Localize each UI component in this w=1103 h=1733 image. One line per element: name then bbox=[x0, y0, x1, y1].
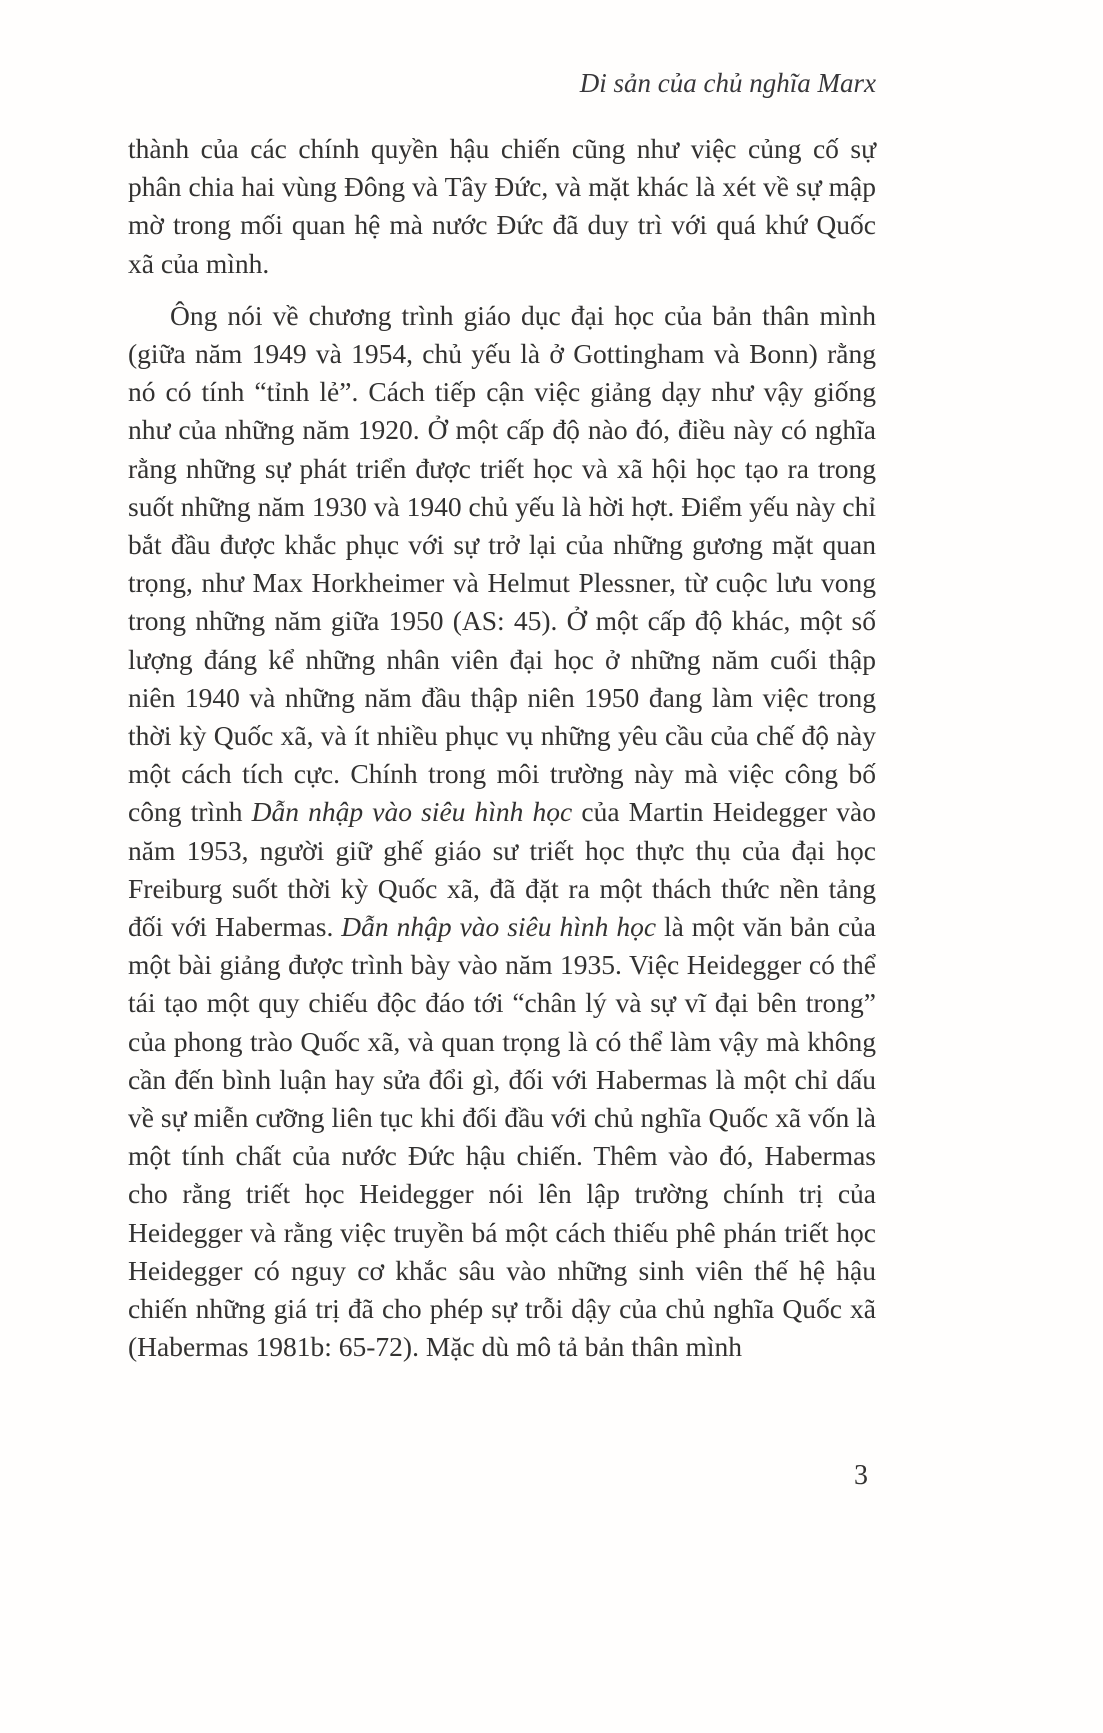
text-run: của Martin Heidegger vào năm 1953, người giữ ghế giáo sư triết học thực thụ của đại học Freiburg suốt thời kỳ Quốc xã, đã đặt ra một thách thức nền tảng đối với Habermas. bbox=[128, 796, 876, 943]
running-header bbox=[128, 66, 876, 100]
text-run: Ông nói về chương trình giáo dục đại học của bản thân mình (giữa năm 1949 và 1954, chủ yếu là ở Gottingham và Bonn) rằng nó có tính “tỉnh lẻ”. Cách tiếp cận việc giảng dạy như vậy giống như của những năm 1920. Ở một cấp độ nào đó, điều này có nghĩa rằng những sự phát triển được triết học và xã hội học tạo ra trong suốt những năm 1930 và 1940 chủ yếu là hời hợt. Điểm yếu này chỉ bắt đầu được khắc phục với sự trở lại của những gương mặt quan trọng, như Max Horkheimer và Helmut Plessner, từ cuộc lưu vong trong những năm giữa 1950 (AS: 45). Ở một cấp độ khác, một số lượng đáng kể những nhân viên đại học ở những năm cuối thập niên 1940 và những năm đầu thập niên 1950 đang làm việc trong thời kỳ Quốc xã, và ít nhiều phục vụ những yêu cầu của chế độ này một cách tích cực. Chính trong môi trường này mà việc công bố công trình bbox=[128, 299, 876, 828]
italic-text-run: Dẫn nhập vào siêu hình học bbox=[341, 911, 657, 943]
text-run: thành của các chính quyền hậu chiến cũng như việc củng cố sự phân chia hai vùng Đông và Tây Đức, và mặt khác là xét về sự mập mờ trong mối quan hệ mà nước Đức đã duy trì với quá khứ Quốc xã của mình. bbox=[128, 133, 876, 279]
page-number: 3 bbox=[854, 1460, 868, 1491]
paragraph bbox=[128, 297, 876, 1367]
paragraph bbox=[128, 130, 876, 283]
italic-text-run: Dẫn nhập vào siêu hình học bbox=[251, 796, 573, 828]
running-header-text: Di sản của chủ nghĩa Marx bbox=[579, 68, 876, 98]
body-text bbox=[128, 130, 876, 1367]
text-run: là một văn bản của một bài giảng được trình bày vào năm 1935. Việc Heidegger có thể tái tạo một quy chiếu độc đáo tới “chân lý và sự vĩ đại bên trong” của phong trào Quốc xã, và quan trọng là có thể làm vậy mà không cần đến bình luận hay sửa đổi gì, đối với Habermas là một chỉ dấu về sự miễn cưỡng liên tục khi đối đầu với chủ nghĩa Quốc xã vốn là một tính chất của nước Đức hậu chiến. Thêm vào đó, Habermas cho rằng triết học Heidegger nói lên lập trường chính trị của Heidegger và rằng việc truyền bá một cách thiếu phê phán triết học Heidegger có nguy cơ khắc sâu vào những sinh viên thế hệ hậu chiến những giá trị đã cho phép sự trỗi dậy của chủ nghĩa Quốc xã (Habermas 1981b: 65-72). Mặc dù mô tả bản thân mình bbox=[128, 911, 876, 1363]
